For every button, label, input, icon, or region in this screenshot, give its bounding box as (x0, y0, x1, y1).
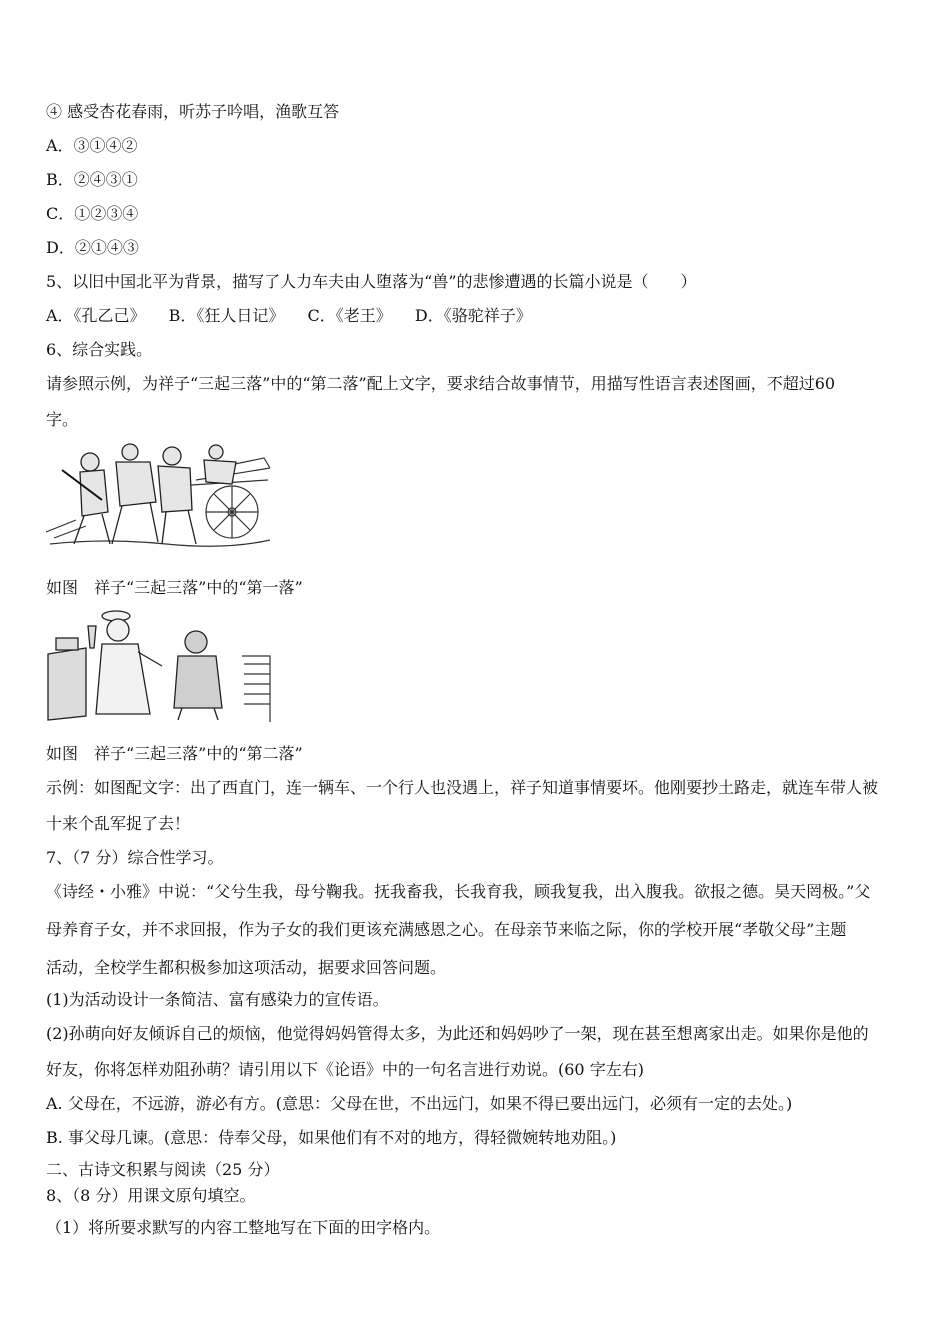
q7-paragraph-line3: 活动，全校学生都积极参加这项活动，据要求回答问题。 (46, 958, 447, 977)
q7-subquestion-2-line1: (2)孙萌向好友倾诉自己的烦恼，他觉得妈妈管得太多，为此还和妈妈吵了一架，现在甚至想离家出走。如果你是他的 (46, 1024, 869, 1043)
q6-instruction-line2: 字。 (46, 410, 79, 429)
q4-option-d: D．②①④③ (46, 238, 139, 257)
illustration-second-fall (46, 608, 272, 722)
q7-option-a: A. 父母在，不远游，游必有方。(意思：父母在世，不出远门，如果不得已要出远门，必须有一定的去处。) (46, 1094, 793, 1113)
figure-caption-first-fall: 如图 祥子“三起三落”中的“第一落” (46, 578, 303, 597)
q5-stem: 5、以旧中国北平为背景，描写了人力车夫由人堕落为“兽”的悲惨遭遇的长篇小说是（ ） (46, 272, 697, 291)
q5-option-a: A．《孔乙己》 (46, 306, 146, 325)
section-2-title: 二、古诗文积累与阅读（25 分） (46, 1160, 280, 1179)
q6-stem: 6、综合实践。 (46, 340, 153, 359)
q4-option-a: A．③①④② (46, 136, 138, 155)
q7-stem: 7、（7 分）综合性学习。 (46, 848, 224, 867)
figure-caption-second-fall: 如图 祥子“三起三落”中的“第二落” (46, 744, 303, 763)
q8-subquestion-1: （1）将所要求默写的内容工整地写在下面的田字格内。 (46, 1218, 441, 1237)
q5-option-d: D．《骆驼祥子》 (414, 306, 532, 325)
q7-paragraph-line1: 《诗经・小雅》中说：“父兮生我，母兮鞠我。抚我畜我，长我育我，顾我复我，出入腹我。欲报之德。昊天罔极。”父 (46, 882, 871, 901)
q7-subquestion-1: (1)为活动设计一条简洁、富有感染力的宣传语。 (46, 990, 389, 1009)
q7-option-b: B. 事父母几谏。(意思：侍奉父母，如果他们有不对的地方，得轻微婉转地劝阻。) (46, 1128, 617, 1147)
q6-instruction-line1: 请参照示例，为祥子“三起三落”中的“第二落”配上文字，要求结合故事情节，用描写性语言表述图画，不超过60 (46, 374, 836, 393)
q7-paragraph-line2: 母养育子女，并不求回报，作为子女的我们更该充满感恩之心。在母亲节来临之际，你的学校开展“孝敬父母”主题 (46, 920, 847, 939)
q5-option-c: C．《老王》 (307, 306, 392, 325)
q6-example-line1: 示例：如图配文字：出了西直门，连一辆车、一个行人也没遇上，祥子知道事情要坏。他刚要抄土路走，就连车带人被 (46, 778, 879, 797)
q5-option-b: B．《狂人日记》 (168, 306, 285, 325)
q4-option-c: C．①②③④ (46, 204, 139, 223)
illustration-first-fall (46, 440, 272, 552)
q4-item-4: ④ 感受杏花春雨，听苏子吟唱，渔歌互答 (46, 102, 340, 121)
q4-option-b: B．②④③① (46, 170, 138, 189)
q7-subquestion-2-line2: 好友，你将怎样劝阻孙萌？请引用以下《论语》中的一句名言进行劝说。(60 字左右) (46, 1060, 644, 1079)
q5-options (46, 306, 550, 326)
q6-example-line2: 十来个乱军捉了去！ (46, 814, 191, 833)
q8-stem: 8、（8 分）用课文原句填空。 (46, 1186, 256, 1205)
